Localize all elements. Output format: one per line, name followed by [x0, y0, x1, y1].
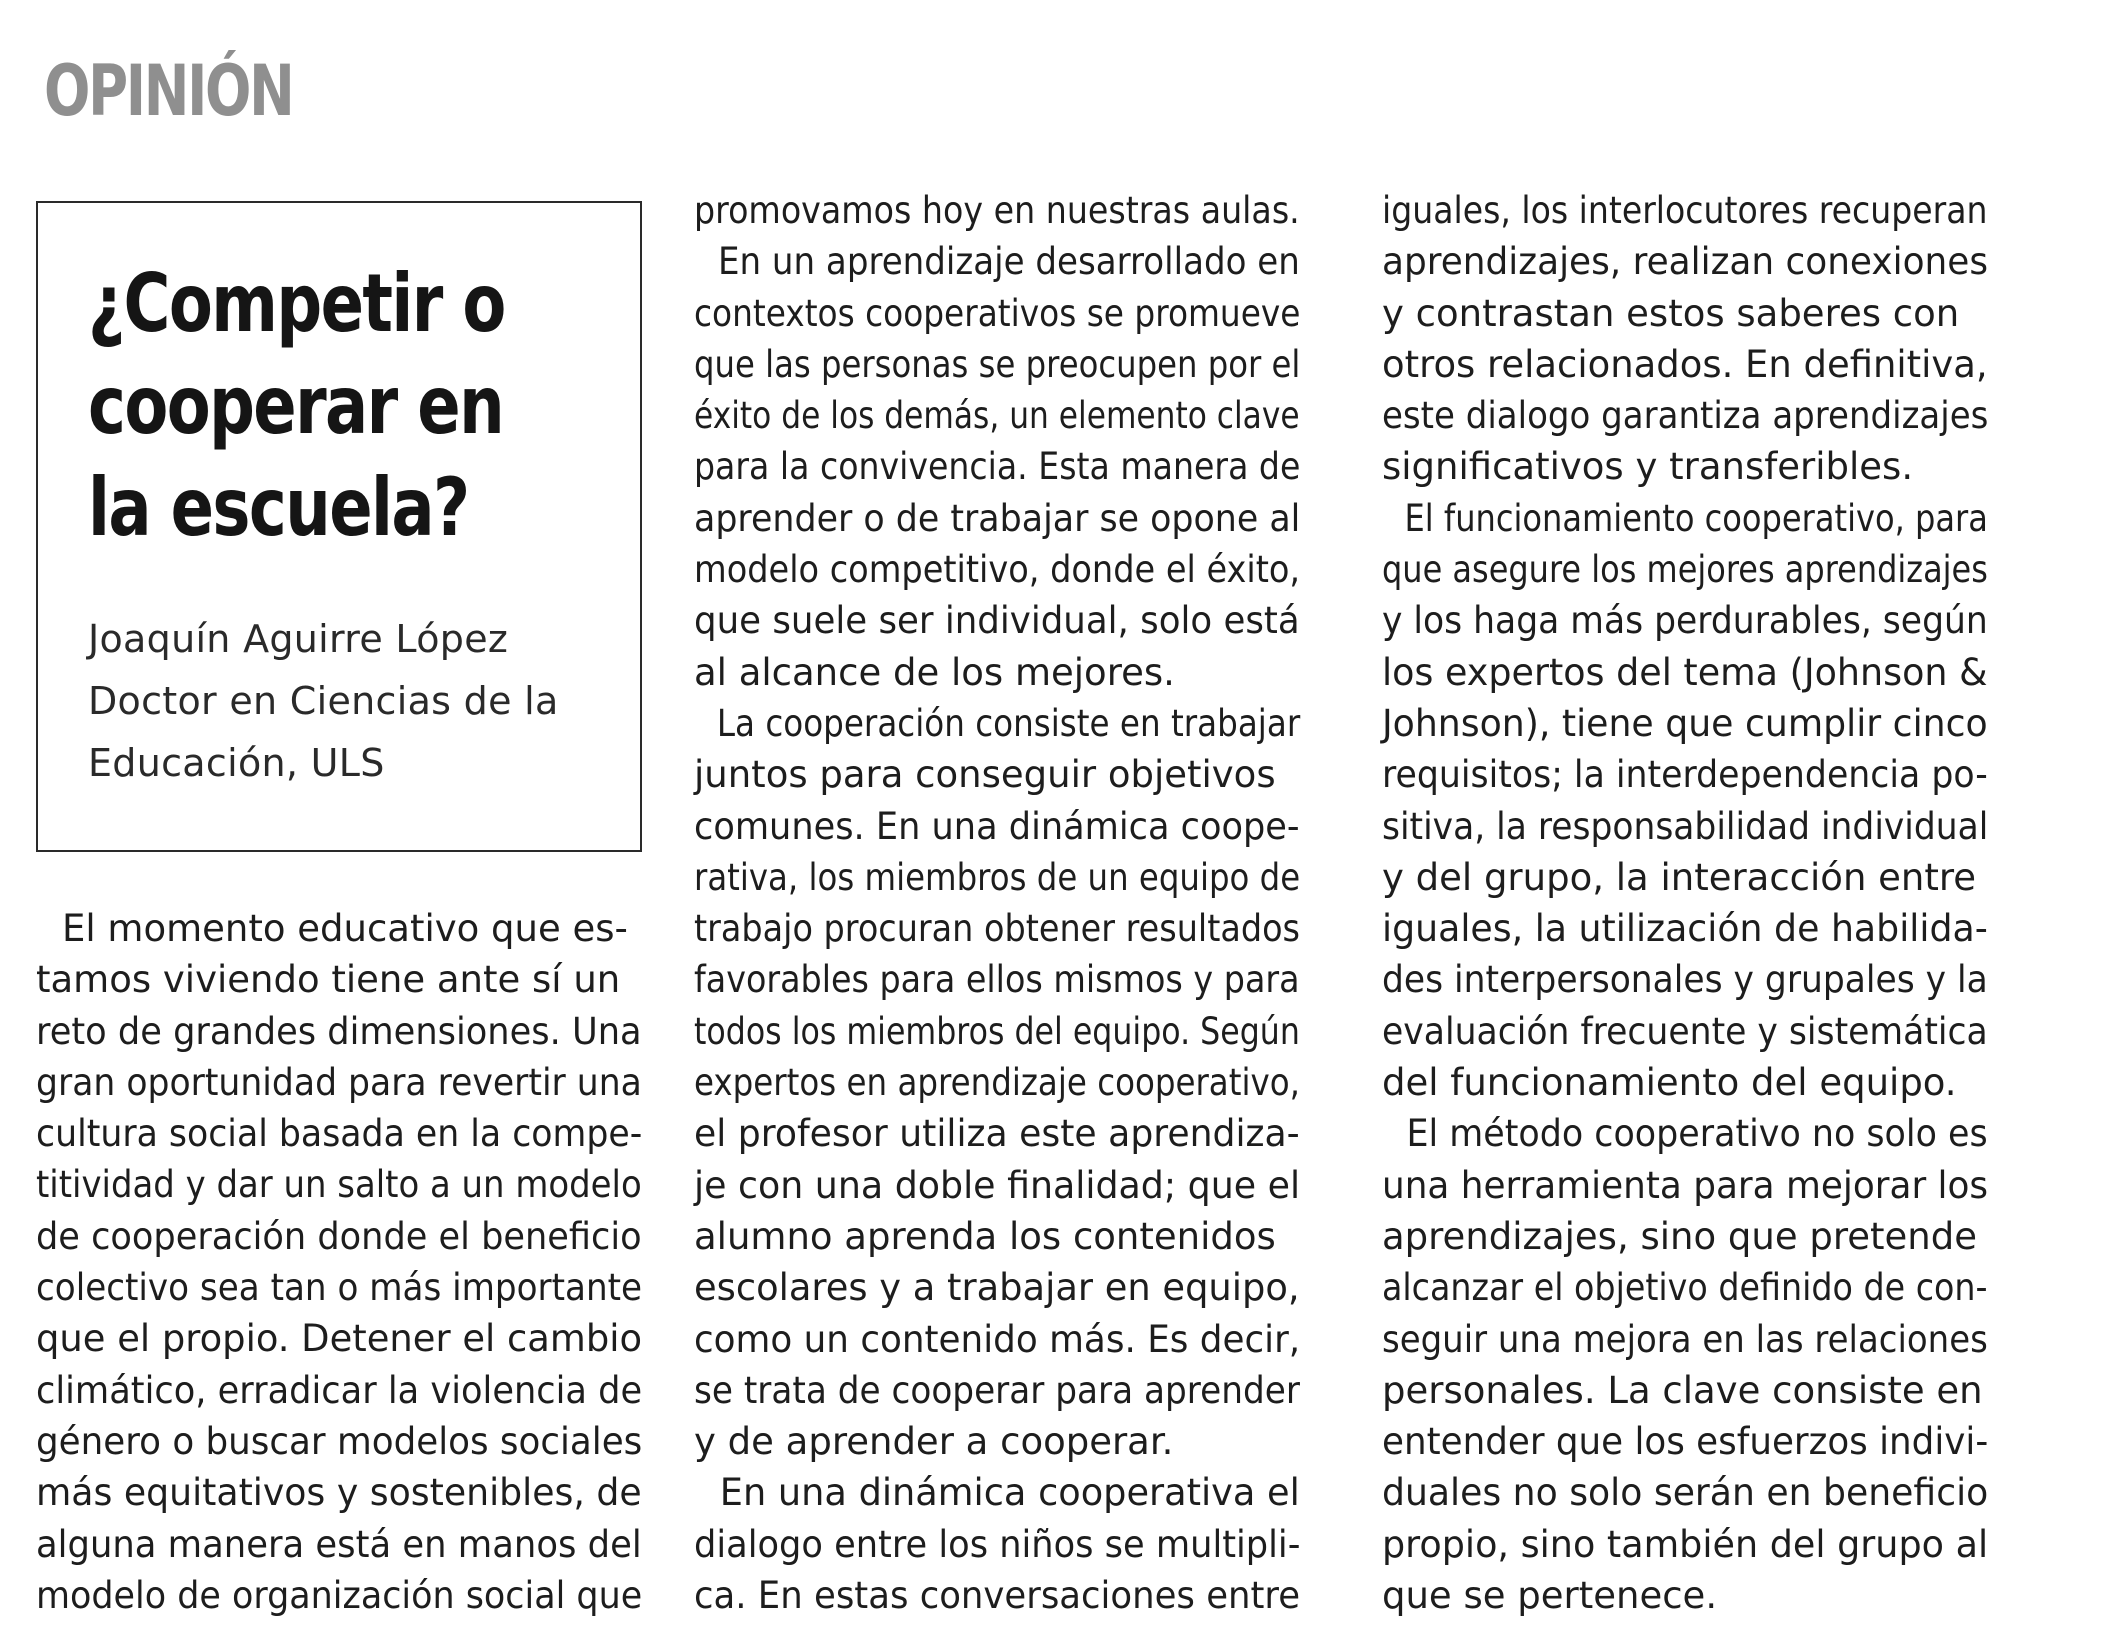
text-line: que asegure los mejores aprendizajes [1382, 548, 1988, 592]
text-line: entender que los esfuerzos indivi- [1382, 1420, 1989, 1464]
text-line: que se pertenece. [1382, 1574, 1718, 1618]
article-title [88, 253, 505, 559]
text-line: ca. En estas conversaciones entre [694, 1574, 1301, 1618]
text-line: iguales, los interlocutores recuperan [1382, 189, 1988, 232]
text-line: escolares y a trabajar en equipo, [694, 1266, 1300, 1310]
text-line: más equitativos y sostenibles, de [36, 1471, 642, 1515]
text-line: aprender o de trabajar se opone al [694, 496, 1301, 540]
text-line: seguir una mejora en las relaciones [1382, 1317, 1988, 1361]
text-line: todos los miembros del equipo. Según [694, 1009, 1300, 1053]
text-line: El funcionamiento cooperativo, para [1404, 496, 1988, 540]
text-line: modelo de organización social que [36, 1573, 643, 1617]
author-credential: Educación, ULS [88, 741, 385, 785]
text-line: el profesor utiliza este aprendiza- [694, 1112, 1300, 1156]
title-line: la escuela? [88, 461, 469, 554]
text-line: que el propio. Detener el cambio [36, 1317, 643, 1361]
text-line: En un aprendizaje desarrollado en [717, 240, 1300, 284]
text-line: propio, sino también del grupo al [1382, 1522, 1989, 1566]
article-column-2 [694, 185, 1300, 1621]
section-label: OPINIÓN [44, 50, 293, 132]
title-line: ¿Competir o [88, 257, 505, 350]
article-column-1 [36, 903, 642, 1621]
text-line: promovamos hoy en nuestras aulas. [694, 189, 1300, 232]
text-line: como un contenido más. Es decir, [694, 1317, 1301, 1361]
text-line: para la convivencia. Esta manera de [694, 445, 1301, 489]
text-line: colectivo sea tan o más importante [36, 1266, 643, 1310]
author-name: Joaquín Aguirre López [88, 617, 509, 661]
text-line: una herramienta para mejorar los [1382, 1163, 1989, 1207]
text-line: que suele ser individual, solo está [694, 599, 1300, 643]
title-line: cooperar en [88, 359, 504, 452]
author-byline [88, 608, 559, 794]
text-line: que las personas se preocupen por el [694, 342, 1301, 386]
text-line: expertos en aprendizaje cooperativo, [694, 1061, 1300, 1105]
text-line: alumno aprenda los contenidos [694, 1214, 1276, 1258]
text-line: y contrastan estos saberes con [1382, 291, 1960, 335]
text-line: cultura social basada en la compe- [36, 1112, 643, 1156]
text-line: aprendizajes, realizan conexiones [1382, 240, 1989, 284]
text-line: gran oportunidad para revertir una [36, 1060, 642, 1104]
text-line: este dialogo garantiza aprendizajes [1382, 394, 1989, 438]
text-line: El método cooperativo no solo es [1406, 1112, 1988, 1156]
text-line: del funcionamiento del equipo. [1382, 1061, 1957, 1105]
text-line: género o buscar modelos sociales [36, 1419, 643, 1463]
text-line: trabajo procuran obtener resultados [694, 907, 1301, 951]
text-line: titividad y dar un salto a un modelo [36, 1163, 642, 1207]
text-line: En una dinámica cooperativa el [719, 1471, 1300, 1515]
text-line: al alcance de los mejores. [694, 650, 1175, 694]
text-line: climático, erradicar la violencia de [36, 1368, 643, 1412]
text-line: rativa, los miembros de un equipo de [694, 855, 1301, 899]
text-line: alcanzar el objetivo definido de con- [1382, 1266, 1988, 1310]
text-line: reto de grandes dimensiones. Una [36, 1009, 642, 1053]
text-line: El momento educativo que es- [62, 907, 628, 950]
text-line: y de aprender a cooperar. [694, 1420, 1174, 1464]
text-line: y los haga más perdurables, según [1382, 599, 1988, 643]
text-line: contextos cooperativos se promueve [694, 291, 1301, 335]
text-line: y del grupo, la interacción entre [1382, 855, 1977, 899]
text-line: evaluación frecuente y sistemática [1382, 1009, 1988, 1053]
text-line: éxito de los demás, un elemento clave [694, 394, 1300, 438]
text-line: los expertos del tema (Johnson & [1382, 650, 1988, 694]
text-line: des interpersonales y grupales y la [1382, 958, 1988, 1002]
author-credential: Doctor en Ciencias de la [88, 679, 559, 723]
headline-box [36, 201, 642, 852]
text-line: significativos y transferibles. [1382, 445, 1914, 489]
text-line: tamos viviendo tiene ante sí un [36, 958, 621, 1002]
text-line: je con una doble finalidad; que el [694, 1163, 1301, 1207]
text-line: modelo competitivo, donde el éxito, [694, 548, 1301, 592]
text-line: iguales, la utilización de habilida- [1382, 907, 1988, 951]
text-line: juntos para conseguir objetivos [694, 753, 1276, 797]
text-line: La cooperación consiste en trabajar [716, 701, 1301, 745]
text-line: alguna manera está en manos del [36, 1522, 642, 1566]
text-line: aprendizajes, sino que pretende [1382, 1214, 1977, 1258]
text-line: duales no solo serán en beneficio [1382, 1471, 1989, 1515]
text-line: personales. La clave consiste en [1382, 1368, 1983, 1412]
text-line: otros relacionados. En definitiva, [1382, 342, 1988, 386]
text-line: se trata de cooperar para aprender [694, 1368, 1300, 1412]
text-line: favorables para ellos mismos y para [694, 958, 1300, 1002]
text-line: Johnson), tiene que cumplir cinco [1382, 701, 1988, 745]
text-line: dialogo entre los niños se multipli- [694, 1522, 1301, 1566]
text-line: sitiva, la responsabilidad individual [1382, 804, 1989, 848]
text-line: de cooperación donde el beneficio [36, 1214, 642, 1258]
text-line: requisitos; la interdependencia po- [1382, 753, 1988, 797]
text-line: comunes. En una dinámica coope- [694, 804, 1300, 848]
article-column-3 [1382, 185, 1988, 1621]
